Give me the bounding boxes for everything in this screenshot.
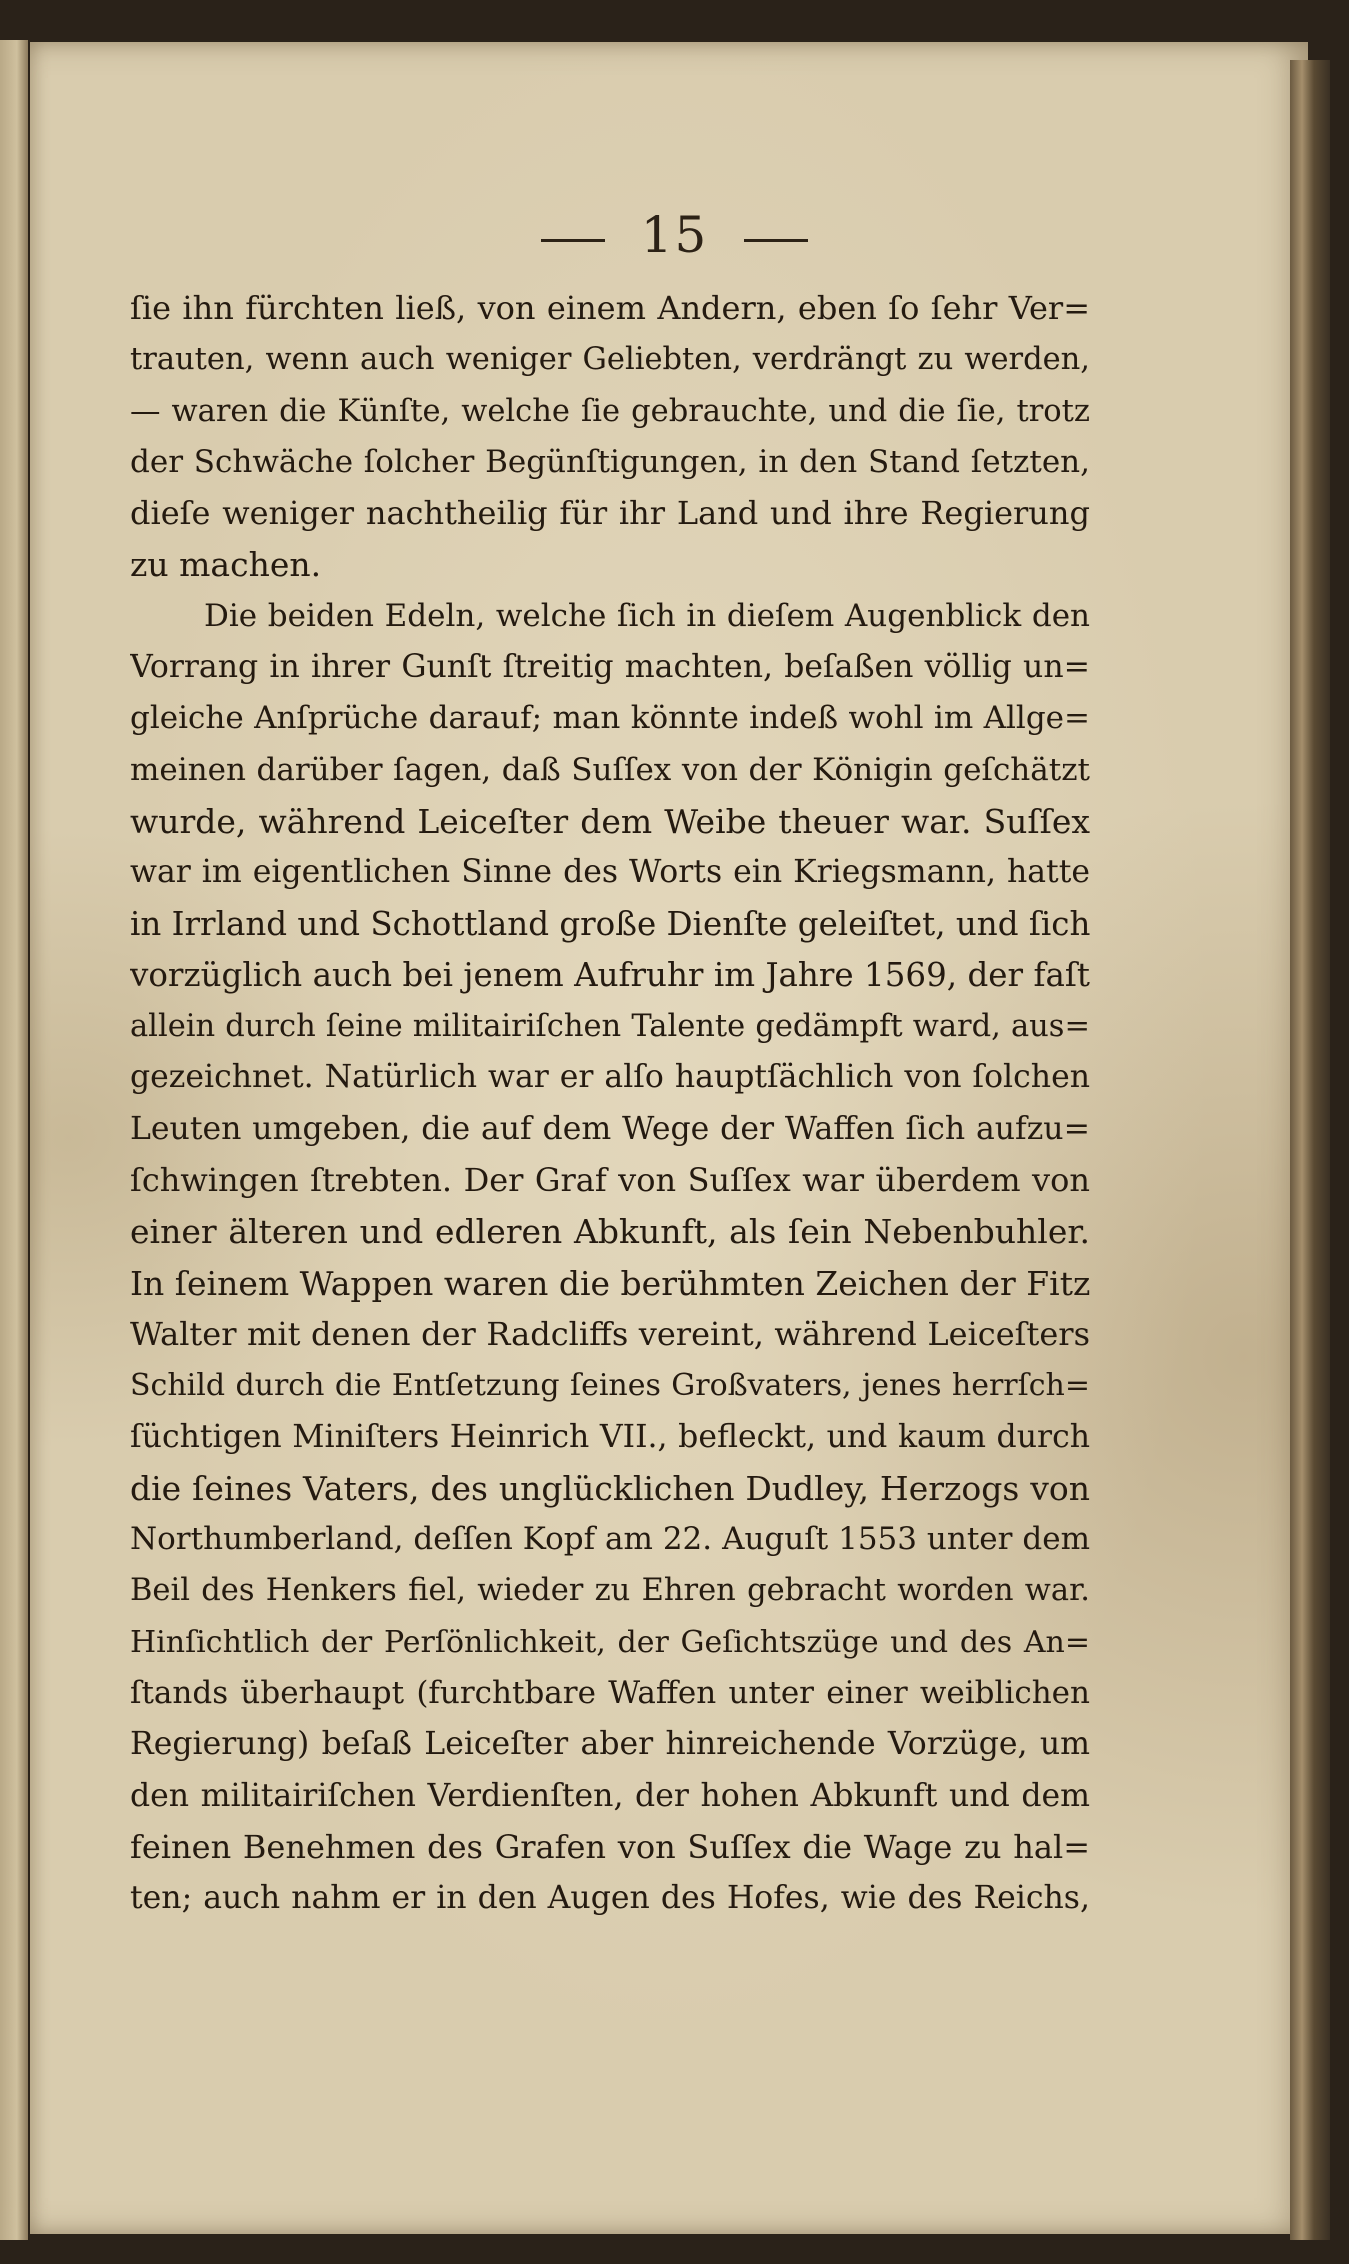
text-line: zu machen. (130, 545, 322, 585)
previous-page-edge (0, 40, 28, 2240)
text-line: wurde, während Leiceſter dem Weibe theuer war. Suſſex (130, 801, 1090, 841)
text-line: den militairiſchen Verdienſten, der hohen Abkunft und dem (130, 1777, 1090, 1814)
text-line: die ſeines Vaters, des unglücklichen Dudley, Herzogs von (130, 1468, 1090, 1508)
text-line: ſchwingen ſtrebten. Der Graf von Suſſex war überdem von (130, 1161, 1090, 1200)
text-line: Regierung) beſaß Leiceſter aber hinreichende Vorzüge, um (130, 1726, 1090, 1763)
text-line: dieſe weniger nachtheilig für ihr Land und ihre Regierung (130, 494, 1090, 533)
page-header (0, 205, 1349, 265)
text-line: Die beiden Edeln, welche ſich in dieſem Augenblick den (204, 597, 1090, 634)
body-text (130, 283, 1090, 1925)
text-line: allein durch ſeine militairiſchen Talente gedämpft ward, aus= (130, 1009, 1090, 1045)
text-line: ſüchtigen Miniſters Heinrich VII., befleckt, und kaum durch (130, 1418, 1090, 1455)
text-line: Walter mit denen der Radcliffs vereint, während Leiceſters (130, 1314, 1090, 1353)
page-number: 15 (640, 206, 709, 264)
text-line: der Schwäche ſolcher Begünſtigungen, in den Stand ſetzten, (130, 443, 1090, 480)
text-line: war im eigentlichen Sinne des Worts ein Kriegsmann, hatte (130, 854, 1090, 891)
text-line: Beil des Henkers fiel, wieder zu Ehren gebracht worden war. (130, 1573, 1090, 1609)
text-line: vorzüglich auch bei jenem Aufruhr im Jahre 1569, der faſt (130, 955, 1090, 994)
text-line: gleiche Anſprüche darauf; man könnte indeß wohl im Allge= (130, 700, 1090, 737)
text-line: einer älteren und edleren Abkunft, als ſein Nebenbuhler. (130, 1212, 1090, 1252)
text-line: ſtands überhaupt (furchtbare Waffen unter einer weiblichen (130, 1675, 1090, 1712)
page-fore-edge (1290, 60, 1330, 2240)
text-line: ſie ihn fürchten ließ, von einem Andern, eben ſo ſehr Ver= (130, 289, 1090, 327)
header-dash-left (541, 239, 605, 242)
text-line: in Irrland und Schottland große Dienſte geleiſtet, und ſich (130, 904, 1090, 943)
text-line: — waren die Künſte, welche ſie gebrauchte, und die ſie, trotz (130, 393, 1090, 429)
text-line: feinen Benehmen des Grafen von Suſſex die Wage zu hal= (130, 1827, 1090, 1866)
text-line: In ſeinem Wappen waren die berühmten Zeichen der Fitz (130, 1263, 1090, 1303)
text-line: meinen darüber ſagen, daß Suſſex von der Königin geſchätzt (130, 751, 1090, 788)
text-line: Schild durch die Entſetzung ſeines Großvaters, jenes herrſch= (130, 1368, 1090, 1404)
text-line: Leuten umgeben, die auf dem Wege der Waffen ſich aufzu= (130, 1110, 1090, 1147)
text-line: Vorrang in ihrer Gunſt ſtreitig machten, beſaßen völlig un= (130, 649, 1090, 686)
text-line: trauten, wenn auch weniger Geliebten, verdrängt zu werden, (130, 342, 1090, 378)
text-line: gezeichnet. Natürlich war er alſo hauptſächlich von ſolchen (130, 1059, 1090, 1096)
header-dash-right (744, 239, 808, 242)
text-line: Northumberland, deſſen Kopf am 22. Auguſt 1553 unter dem (130, 1521, 1090, 1558)
text-line: Hinſichtlich der Perſönlichkeit, der Geſichtszüge und des An= (130, 1624, 1090, 1660)
text-line: ten; auch nahm er in den Augen des Hofes, wie des Reichs, (130, 1880, 1090, 1917)
